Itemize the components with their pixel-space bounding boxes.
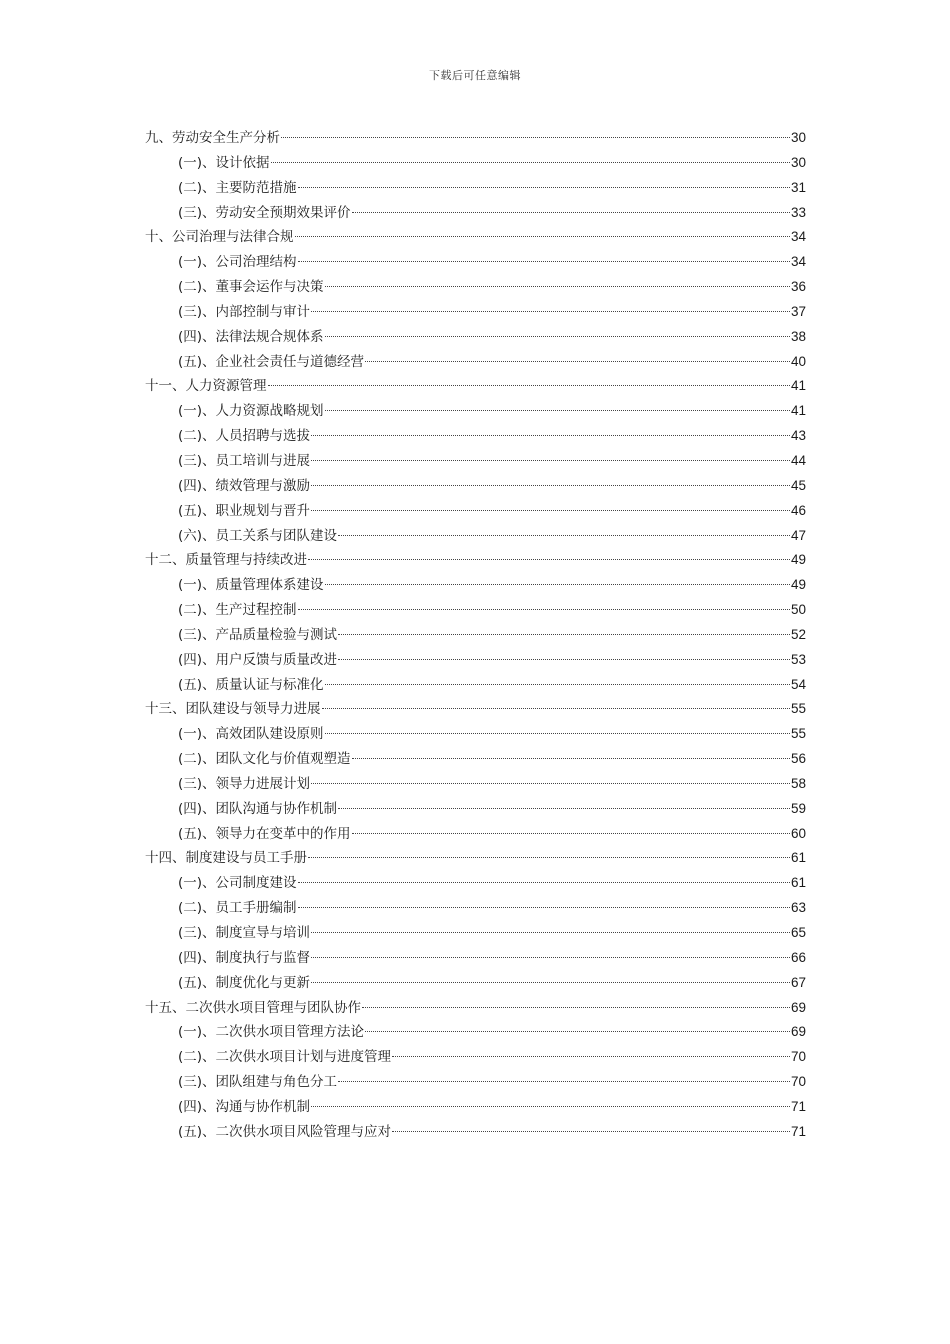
toc-entry-title: (五)、职业规划与晋升 xyxy=(178,502,311,519)
toc-entry-title: (五)、质量认证与标准化 xyxy=(178,676,324,693)
toc-entry-title: (五)、二次供水项目风险管理与应对 xyxy=(178,1123,392,1140)
toc-section-entry[interactable] xyxy=(145,1045,806,1070)
toc-section-entry[interactable] xyxy=(145,474,806,499)
toc-entry-page-number: 31 xyxy=(790,179,806,195)
toc-entry-title: (四)、绩效管理与激励 xyxy=(178,477,311,494)
toc-entry-title: (二)、员工手册编制 xyxy=(178,900,297,917)
toc-dot-leader xyxy=(298,608,790,610)
toc-section-entry[interactable] xyxy=(145,300,806,325)
toc-section-entry[interactable] xyxy=(145,524,806,549)
toc-entry-page-number: 55 xyxy=(790,701,806,717)
toc-chapter-entry[interactable] xyxy=(145,996,806,1021)
toc-entry-title: (三)、员工培训与进展 xyxy=(178,452,311,469)
toc-entry-page-number: 44 xyxy=(790,452,806,468)
toc-entry-title: (六)、员工关系与团队建设 xyxy=(178,527,338,544)
toc-chapter-entry[interactable] xyxy=(145,126,806,151)
toc-section-entry[interactable] xyxy=(145,424,806,449)
toc-entry-page-number: 34 xyxy=(790,254,806,270)
toc-entry-title: (四)、沟通与协作机制 xyxy=(178,1098,311,1115)
toc-dot-leader xyxy=(311,931,790,933)
toc-dot-leader xyxy=(365,360,790,362)
toc-entry-title: 十五、二次供水项目管理与团队协作 xyxy=(145,999,361,1016)
toc-section-entry[interactable] xyxy=(145,1095,806,1120)
toc-entry-title: (二)、二次供水项目计划与进度管理 xyxy=(178,1049,392,1066)
toc-dot-leader xyxy=(325,683,790,685)
toc-entry-title: (一)、人力资源战略规划 xyxy=(178,403,324,420)
toc-entry-title: (一)、质量管理体系建设 xyxy=(178,577,324,594)
toc-section-entry[interactable] xyxy=(145,275,806,300)
toc-dot-leader xyxy=(338,658,790,660)
toc-entry-page-number: 69 xyxy=(790,1024,806,1040)
toc-entry-page-number: 71 xyxy=(790,1123,806,1139)
toc-entry-title: 十一、人力资源管理 xyxy=(145,378,267,395)
toc-dot-leader xyxy=(308,856,790,858)
toc-section-entry[interactable] xyxy=(145,623,806,648)
toc-dot-leader xyxy=(298,186,790,188)
toc-entry-page-number: 47 xyxy=(790,527,806,543)
toc-dot-leader xyxy=(311,509,790,511)
toc-entry-title: 十二、质量管理与持续改进 xyxy=(145,552,307,569)
toc-dot-leader xyxy=(311,484,790,486)
toc-entry-page-number: 43 xyxy=(790,428,806,444)
toc-dot-leader xyxy=(362,1006,790,1008)
toc-entry-title: (二)、生产过程控制 xyxy=(178,602,297,619)
toc-dot-leader xyxy=(311,459,790,461)
toc-entry-page-number: 50 xyxy=(790,602,806,618)
toc-dot-leader xyxy=(325,335,790,337)
toc-entry-title: (二)、主要防范措施 xyxy=(178,179,297,196)
toc-dot-leader xyxy=(311,956,790,958)
toc-entry-title: 十三、团队建设与领导力进展 xyxy=(145,701,321,718)
toc-section-entry[interactable] xyxy=(145,151,806,176)
toc-dot-leader xyxy=(311,1105,790,1107)
toc-dot-leader xyxy=(298,881,790,883)
toc-entry-title: 十四、制度建设与员工手册 xyxy=(145,850,307,867)
toc-entry-title: (四)、法律法规合规体系 xyxy=(178,328,324,345)
toc-entry-title: 九、劳动安全生产分析 xyxy=(145,130,280,146)
toc-dot-leader xyxy=(325,583,790,585)
toc-chapter-entry[interactable] xyxy=(145,225,806,250)
toc-dot-leader xyxy=(338,633,790,635)
toc-section-entry[interactable] xyxy=(145,1070,806,1095)
toc-entry-page-number: 61 xyxy=(790,875,806,891)
toc-dot-leader xyxy=(271,161,790,163)
toc-entry-title: (三)、领导力进展计划 xyxy=(178,775,311,792)
toc-entry-title: (一)、公司治理结构 xyxy=(178,254,297,271)
toc-section-entry[interactable] xyxy=(145,399,806,424)
toc-dot-leader xyxy=(311,434,790,436)
toc-section-entry[interactable] xyxy=(145,325,806,350)
toc-entry-page-number: 41 xyxy=(790,378,806,394)
toc-dot-leader xyxy=(295,235,790,237)
toc-dot-leader xyxy=(298,906,790,908)
toc-chapter-entry[interactable] xyxy=(145,697,806,722)
toc-entry-page-number: 61 xyxy=(790,850,806,866)
toc-entry-title: (五)、领导力在变革中的作用 xyxy=(178,825,351,842)
table-of-contents xyxy=(145,126,806,1145)
toc-dot-leader xyxy=(338,1080,790,1082)
toc-entry-title: (一)、高效团队建设原则 xyxy=(178,726,324,743)
toc-entry-page-number: 56 xyxy=(790,751,806,767)
toc-entry-title: (四)、制度执行与监督 xyxy=(178,949,311,966)
toc-section-entry[interactable] xyxy=(145,176,806,201)
toc-entry-page-number: 59 xyxy=(790,800,806,816)
toc-entry-page-number: 53 xyxy=(790,651,806,667)
toc-entry-page-number: 37 xyxy=(790,303,806,319)
toc-dot-leader xyxy=(311,310,790,312)
toc-entry-title: 十、公司治理与法律合规 xyxy=(145,229,294,246)
toc-dot-leader xyxy=(308,558,790,560)
toc-section-entry[interactable] xyxy=(145,772,806,797)
toc-dot-leader xyxy=(338,807,790,809)
toc-entry-title: (四)、用户反馈与质量改进 xyxy=(178,651,338,668)
toc-entry-title: (一)、公司制度建设 xyxy=(178,875,297,892)
toc-entry-page-number: 49 xyxy=(790,577,806,593)
toc-entry-page-number: 67 xyxy=(790,974,806,990)
toc-entry-page-number: 71 xyxy=(790,1098,806,1114)
toc-entry-page-number: 55 xyxy=(790,726,806,742)
toc-entry-page-number: 30 xyxy=(790,154,806,170)
toc-entry-page-number: 46 xyxy=(790,502,806,518)
toc-section-entry[interactable] xyxy=(145,797,806,822)
toc-dot-leader xyxy=(352,757,790,759)
toc-section-entry[interactable] xyxy=(145,971,806,996)
toc-entry-title: (四)、团队沟通与协作机制 xyxy=(178,800,338,817)
toc-entry-page-number: 38 xyxy=(790,328,806,344)
toc-entry-title: (三)、产品质量检验与测试 xyxy=(178,626,338,643)
toc-chapter-entry[interactable] xyxy=(145,374,806,399)
toc-section-entry[interactable] xyxy=(145,250,806,275)
toc-entry-title: (五)、制度优化与更新 xyxy=(178,974,311,991)
toc-section-entry[interactable] xyxy=(145,598,806,623)
toc-entry-title: (二)、人员招聘与选拔 xyxy=(178,428,311,445)
toc-entry-page-number: 40 xyxy=(790,353,806,369)
toc-entry-title: (五)、企业社会责任与道德经营 xyxy=(178,353,365,370)
toc-section-entry[interactable] xyxy=(145,573,806,598)
toc-entry-title: (二)、董事会运作与决策 xyxy=(178,279,324,296)
toc-dot-leader xyxy=(322,707,790,709)
toc-entry-page-number: 58 xyxy=(790,775,806,791)
toc-section-entry[interactable] xyxy=(145,747,806,772)
toc-dot-leader xyxy=(325,409,790,411)
toc-entry-title: (三)、团队组建与角色分工 xyxy=(178,1074,338,1091)
toc-section-entry[interactable] xyxy=(145,1020,806,1045)
toc-dot-leader xyxy=(311,981,790,983)
toc-dot-leader xyxy=(338,534,790,536)
toc-section-entry[interactable] xyxy=(145,921,806,946)
toc-entry-page-number: 52 xyxy=(790,626,806,642)
toc-entry-page-number: 54 xyxy=(790,676,806,692)
toc-section-entry[interactable] xyxy=(145,201,806,226)
toc-entry-title: (三)、内部控制与审计 xyxy=(178,303,311,320)
toc-entry-page-number: 34 xyxy=(790,229,806,245)
toc-dot-leader xyxy=(311,782,790,784)
toc-entry-page-number: 60 xyxy=(790,825,806,841)
toc-section-entry[interactable] xyxy=(145,499,806,524)
toc-entry-page-number: 70 xyxy=(790,1049,806,1065)
toc-dot-leader xyxy=(268,384,790,386)
toc-dot-leader xyxy=(325,732,790,734)
toc-dot-leader xyxy=(365,1030,790,1032)
toc-dot-leader xyxy=(352,832,790,834)
toc-section-entry[interactable] xyxy=(145,648,806,673)
toc-chapter-entry[interactable] xyxy=(145,548,806,573)
toc-chapter-entry[interactable] xyxy=(145,846,806,871)
toc-entry-page-number: 30 xyxy=(790,130,806,145)
toc-entry-page-number: 49 xyxy=(790,552,806,568)
toc-section-entry[interactable] xyxy=(145,871,806,896)
toc-entry-title: (三)、劳动安全预期效果评价 xyxy=(178,204,351,221)
toc-entry-page-number: 36 xyxy=(790,279,806,295)
toc-entry-page-number: 41 xyxy=(790,403,806,419)
toc-dot-leader xyxy=(392,1130,790,1132)
toc-entry-page-number: 65 xyxy=(790,925,806,940)
toc-section-entry[interactable] xyxy=(145,722,806,747)
toc-entry-page-number: 63 xyxy=(790,900,806,916)
toc-section-entry[interactable] xyxy=(145,673,806,698)
toc-section-entry[interactable] xyxy=(145,896,806,921)
toc-section-entry[interactable] xyxy=(145,350,806,375)
toc-dot-leader xyxy=(281,136,790,138)
toc-entry-page-number: 66 xyxy=(790,949,806,965)
toc-section-entry[interactable] xyxy=(145,822,806,847)
toc-section-entry[interactable] xyxy=(145,1120,806,1145)
toc-section-entry[interactable] xyxy=(145,449,806,474)
toc-entry-title: (一)、设计依据 xyxy=(178,154,270,171)
toc-entry-page-number: 70 xyxy=(790,1074,806,1090)
toc-entry-title: (三)、制度宣导与培训 xyxy=(178,925,311,941)
toc-dot-leader xyxy=(325,285,790,287)
toc-entry-title: (二)、团队文化与价值观塑造 xyxy=(178,751,351,768)
toc-section-entry[interactable] xyxy=(145,946,806,971)
toc-dot-leader xyxy=(298,260,790,262)
page-header: 下载后可任意编辑 xyxy=(429,69,521,82)
toc-entry-page-number: 45 xyxy=(790,477,806,493)
toc-dot-leader xyxy=(392,1055,790,1057)
toc-entry-page-number: 69 xyxy=(790,999,806,1015)
toc-entry-title: (一)、二次供水项目管理方法论 xyxy=(178,1024,365,1041)
toc-dot-leader xyxy=(352,211,790,213)
toc-entry-page-number: 33 xyxy=(790,204,806,220)
